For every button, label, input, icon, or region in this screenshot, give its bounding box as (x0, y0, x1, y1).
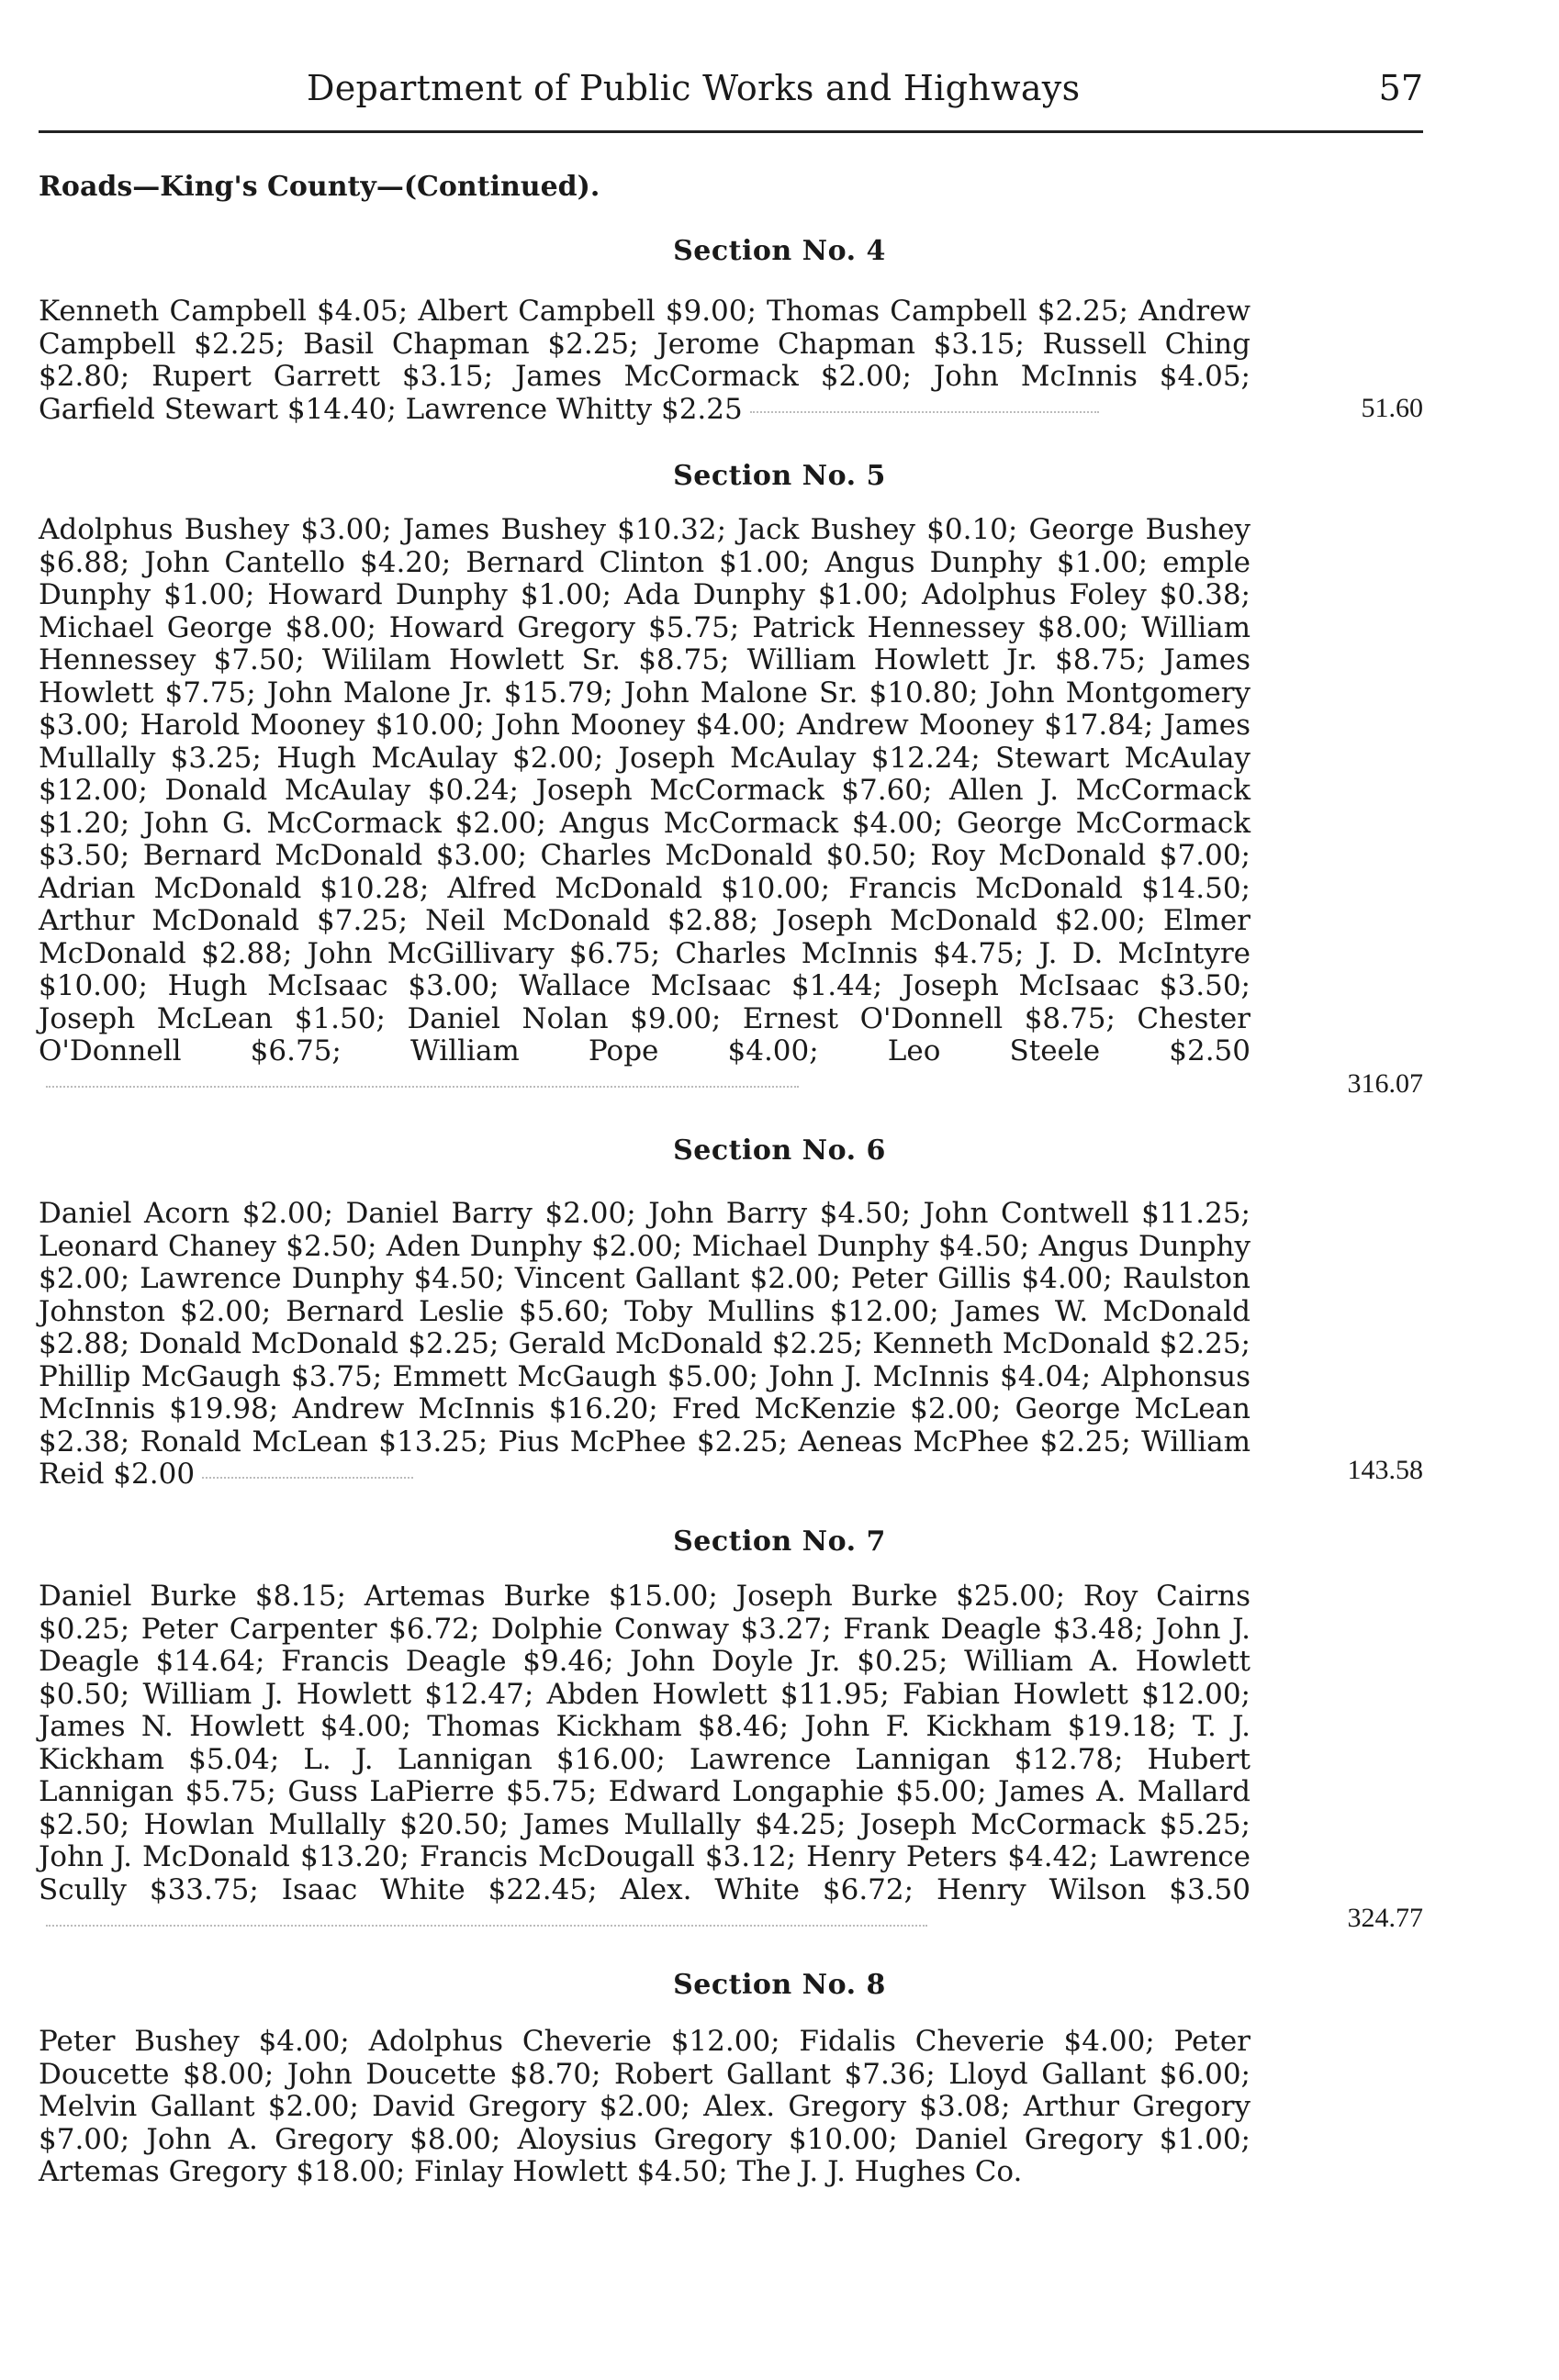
section-heading-7: Section No. 7 (673, 1525, 886, 1558)
section-body-4 (39, 296, 1251, 426)
section-heading-5: Section No. 5 (673, 460, 886, 492)
section-body-6 (39, 1198, 1251, 1492)
section-total-4: 51.60 (1361, 393, 1423, 423)
header-title: Department of Public Works and Highways (307, 68, 1081, 108)
section-heading-4: Section No. 4 (673, 235, 886, 267)
section-heading-8: Section No. 8 (673, 1969, 886, 2001)
section-total-7: 324.77 (1347, 1903, 1423, 1933)
section-total-6: 143.58 (1347, 1455, 1423, 1485)
section-text-8: Peter Bushey $4.00; Adolphus Cheverie $12.00; Fidalis Cheverie $4.00; Peter Doucette $8.00; John Doucette $8.70; Robert Gallant $7.36; Lloyd Gallant $6.00; Melvin Gallant $2.00; David Gregory $2.00; Alex. Gregory $3.08; Arthur Gregory $7.00; John A. Gregory $8.00; Aloysius Gregory $10.00; Daniel Gregory $1.00; Artemas Gregory $18.00; Finlay Howlett $4.50; The J. J. Hughes Co. (39, 2025, 1251, 2188)
section-text-5: Adolphus Bushey $3.00; James Bushey $10.32; Jack Bushey $0.10; George Bushey $6.88; John Cantello $4.20; Bernard Clinton $1.00; Angus Dunphy $1.00; emple Dunphy $1.00; Howard Dunphy $1.00; Ada Dunphy $1.00; Adolphus Foley $0.38; Michael George $8.00; Howard Gregory $5.75; Patrick Hennessey $8.00; William Hennessey $7.50; Wililam Howlett Sr. $8.75; William Howlett Jr. $8.75; James Howlett $7.75; John Malone Jr. $15.79; John Malone Sr. $10.80; John Montgomery $3.00; Harold Mooney $10.00; John Mooney $4.00; Andrew Mooney $17.84; James Mullally $3.25; Hugh McAulay $2.00; Joseph McAulay $12.24; Stewart McAulay $12.00; Donald McAulay $0.24; Joseph McCormack $7.60; Allen J. McCormack $1.20; John G. McCormack $2.00; Angus McCormack $4.00; George McCormack $3.50; Bernard McDonald $3.00; Charles McDonald $0.50; Roy McDonald $7.00; Adrian McDonald $10.28; Alfred McDonald $10.00; Francis McDonald $14.50; Arthur McDonald $7.25; Neil McDonald $2.88; Joseph McDonald $2.00; Elmer McDonald $2.88; John McGillivary $6.75; Charles McInnis $4.75; J. D. McIntyre $10.00; Hugh McIsaac $3.00; Wallace McIsaac $1.44; Joseph McIsaac $3.50; Joseph McLean $1.50; Daniel Nolan $9.00; Ernest O'Donnell $8.75; Chester O'Donnell $6.75; William Pope $4.00; Leo Steele $2.50 (39, 513, 1251, 1067)
section-text-7: Daniel Burke $8.15; Artemas Burke $15.00; Joseph Burke $25.00; Roy Cairns $0.25; Peter Carpenter $6.72; Dolphie Conway $3.27; Frank Deagle $3.48; John J. Deagle $14.64; Francis Deagle $9.46; John Doyle Jr. $0.25; William A. Howlett $0.50; William J. Howlett $12.47; Abden Howlett $11.95; Fabian Howlett $12.00; James N. Howlett $4.00; Thomas Kickham $8.46; John F. Kickham $19.18; T. J. Kickham $5.04; L. J. Lannigan $16.00; Lawrence Lannigan $12.78; Hubert Lannigan $5.75; Guss LaPierre $5.75; Edward Longaphie $5.00; James A. Mallard $2.50; Howlan Mullally $20.50; James Mullally $4.25; Joseph McCormack $5.25; John J. McDonald $13.20; Francis McDougall $3.12; Henry Peters $4.42; Lawrence Scully $33.75; Isaac White $22.45; Alex. White $6.72; Henry Wilson $3.50 (39, 1580, 1251, 1906)
section-total-5: 316.07 (1347, 1068, 1423, 1099)
section-body-5 (39, 514, 1251, 1101)
leader-dots (202, 1473, 413, 1479)
section-body-8 (39, 2026, 1251, 2189)
section-body-7 (39, 1581, 1251, 1939)
section-heading-6: Section No. 6 (673, 1134, 886, 1167)
section-text-6: Daniel Acorn $2.00; Daniel Barry $2.00; John Barry $4.50; John Contwell $11.25; Leonard Chaney $2.50; Aden Dunphy $2.00; Michael Dunphy $4.50; Angus Dunphy $2.00; Lawrence Dunphy $4.50; Vincent Gallant $2.00; Peter Gillis $4.00; Raulston Johnston $2.00; Bernard Leslie $5.60; Toby Mullins $12.00; James W. McDonald $2.88; Donald McDonald $2.25; Gerald McDonald $2.25; Kenneth McDonald $2.25; Phillip McGaugh $3.75; Emmett McGaugh $5.00; John J. McInnis $4.04; Alphonsus McInnis $19.98; Andrew McInnis $16.20; Fred McKenzie $2.00; George McLean $2.38; Ronald McLean $13.25; Pius McPhee $2.25; Aeneas McPhee $2.25; William Reid $2.00 (39, 1197, 1251, 1491)
leader-dots (46, 1921, 927, 1927)
page-number: 57 (1378, 68, 1423, 108)
page-header (39, 64, 1423, 133)
running-head: Roads—King's County—(Continued). (39, 171, 600, 203)
leader-dots (46, 1082, 799, 1088)
leader-dots (750, 408, 1099, 413)
section-text-4: Kenneth Campbell $4.05; Albert Campbell $9.00; Thomas Campbell $2.25; Andrew Campbell $2.25; Basil Chapman $2.25; Jerome Chapman $3.15; Russell Ching $2.80; Rupert Garrett $3.15; James McCormack $2.00; John McInnis $4.05; Garfield Stewart $14.40; Lawrence Whitty $2.25 (39, 295, 1251, 426)
